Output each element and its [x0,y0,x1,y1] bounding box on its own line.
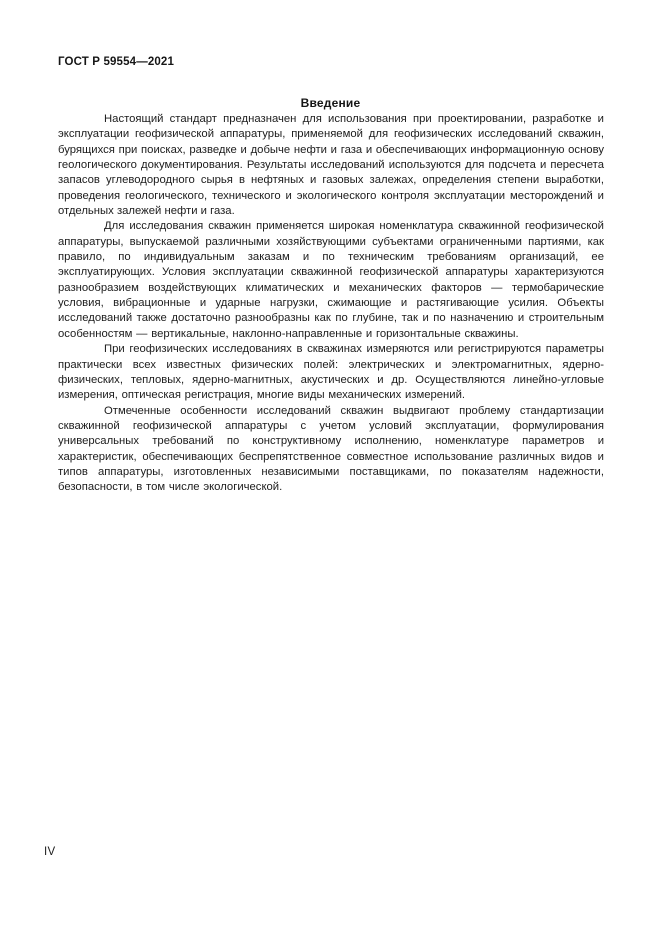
page-number: IV [44,846,56,858]
paragraph: Отмеченные особенности исследований скважин выдвигают проблему стандартизации скважинной геофизической аппаратуры с учетом условий эксплуатации, формулирования универсальных требований по конструктивному исполнению, номенклатуре параметров и характеристик, обеспечивающих беспрепятственное совместное использование различных видов и типов аппаратуры, изготовленных независимыми поставщиками, по показателям надежности, безопасности, в том числе экологической. [58,404,604,494]
paragraph: Настоящий стандарт предназначен для использования при проектировании, разработке и эксплуатации геофизической аппаратуры, применяемой для геофизических исследований скважин, бурящихся при поисках, разведке и добыче нефти и газа и обеспечивающих информационную основу геологического документирования. Результаты исследований используются для подсчета и пересчета запасов углеводородного сырья в нефтяных и газовых залежах, определения степени выработки, проведения геологического, технического и экологического контроля эксплуатации месторождений и отдельных залежей нефти и газа. [58,113,604,218]
paragraph: При геофизических исследованиях в скважинах измеряются или регистрируются параметры практически всех известных физических полей: электрических и электромагнитных, ядерно-физических, тепловых, ядерно-магнитных, акустических и др. Осуществляются линейно-угловые измерения, оптическая регистрация, многие виды механических измерений. [58,343,604,402]
page-title: Введение [300,96,361,111]
running-head-standard-number: ГОСТ Р 59554—2021 [58,56,175,68]
body-text-block [58,112,604,496]
paragraph: Для исследования скважин применяется широкая номенклатура скважинной геофизической аппаратуры, выпускаемой различными хозяйствующими субъектами ограниченными партиями, как правило, по индивидуальным заказам и по техническим требованиям организаций, ее эксплуатирующих. Условия эксплуатации скважинной геофизической аппаратуры характеризуются разнообразием воздействующих климатических и механических факторов — термобарические условия, вибрационные и ударные нагрузки, сжимающие и растягивающие усилия. Объекты исследований также достаточно разнообразны как по глубине, так и по назначению и строительным особенностям — вертикальные, наклонно-направленные и горизонтальные скважины. [58,220,604,340]
